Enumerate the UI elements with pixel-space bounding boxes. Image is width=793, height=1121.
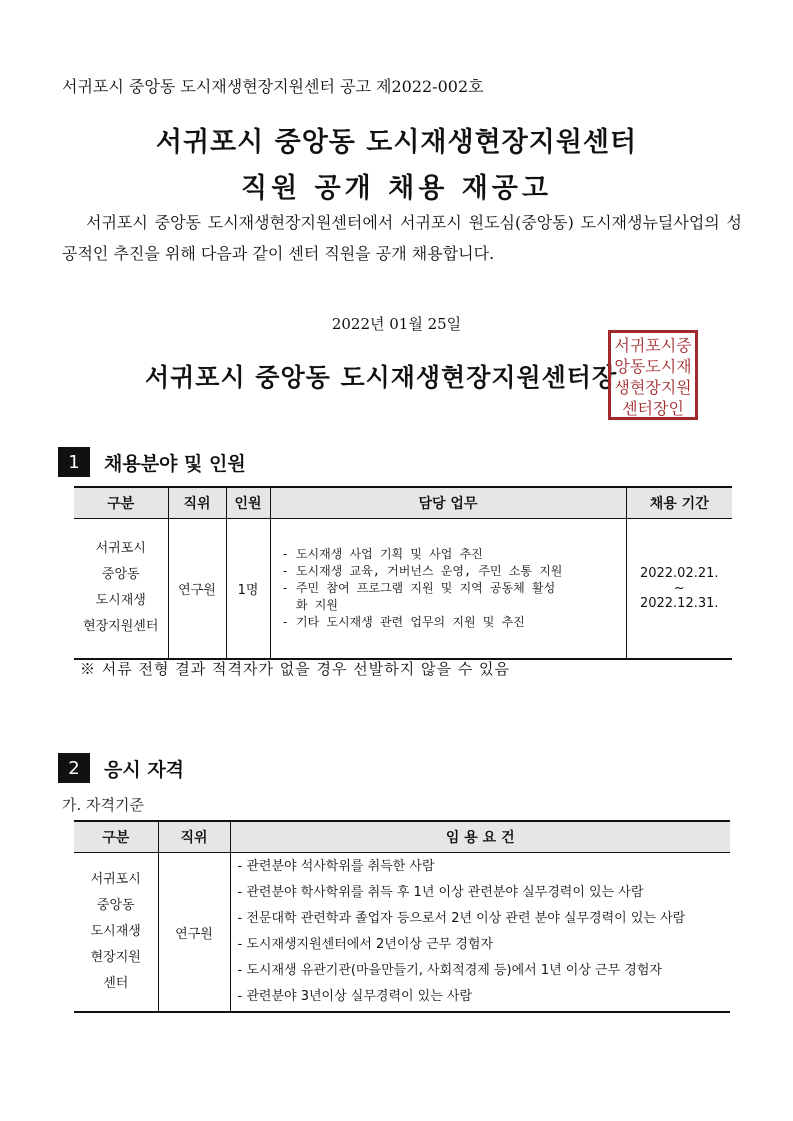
intro-paragraph: 서귀포시 중앙동 도시재생현장지원센터에서 서귀포시 원도심(중앙동) 도시재생뉴딜사업의 성공적인 추진을 위해 다음과 같이 센터 직원을 공개 채용합니다. — [62, 213, 742, 263]
position-cell: 연구원 — [158, 853, 230, 1013]
count-cell: 1명 — [226, 519, 270, 659]
division-cell: 서귀포시 중앙동 도시재생 현장지원센터 — [74, 519, 168, 659]
col-duties: 담당 업무 — [270, 487, 626, 519]
list-item: - 관련분야 3년이상 실무경력이 있는 사람 — [237, 989, 473, 1004]
list-item: - 도시재생 사업 기획 및 사업 추진 — [281, 546, 483, 561]
table-row — [74, 519, 732, 659]
col-count: 인원 — [226, 487, 270, 519]
notice-number: 서귀포시 중앙동 도시재생현장지원센터 공고 제2022-002호 — [62, 77, 484, 96]
official-seal: 서귀포시중앙동도시재생현장지원센터장인 — [608, 330, 698, 420]
col-requirements: 임 용 요 건 — [230, 821, 730, 853]
qualification-subheading: 가. 자격기준 — [62, 796, 144, 814]
list-item: - 전문대학 관련학과 졸업자 등으로서 2년 이상 관련 분야 실무경력이 있는 사람 — [237, 911, 686, 926]
division-cell: 서귀포시 중앙동 도시재생 현장지원 센터 — [74, 853, 158, 1013]
list-item: - 주민 참여 프로그램 지원 및 지역 공동체 활성 — [281, 580, 556, 595]
section-1-header — [58, 447, 246, 477]
page-title: 서귀포시 중앙동 도시재생현장지원센터 — [155, 127, 638, 158]
list-item: - 관련분야 학사학위를 취득 후 1년 이상 관련분야 실무경력이 있는 사람 — [237, 885, 644, 900]
col-position: 직위 — [158, 821, 230, 853]
col-position: 직위 — [168, 487, 226, 519]
table-row — [74, 853, 730, 1013]
issuer-name: 서귀포시 중앙동 도시재생현장지원센터장 — [145, 363, 618, 392]
qualification-table — [74, 820, 730, 1013]
page-subtitle: 직원 공개 채용 재공고 — [241, 173, 552, 204]
list-item: - 도시재생지원센터에서 2년이상 근무 경험자 — [237, 937, 494, 952]
col-division: 구분 — [74, 487, 168, 519]
duties-cell — [270, 519, 626, 659]
list-item: - 도시재생 교육, 거버넌스 운영, 주민 소통 지원 — [281, 563, 563, 578]
section-2-number: 2 — [58, 753, 90, 783]
recruitment-table — [74, 486, 732, 660]
col-division: 구분 — [74, 821, 158, 853]
position-cell: 연구원 — [168, 519, 226, 659]
section-1-title: 채용분야 및 인원 — [104, 452, 246, 475]
list-item: - 도시재생 유관기관(마을만들기, 사회적경제 등)에서 1년 이상 근무 경험자 — [237, 963, 662, 978]
section-2-title: 응시 자격 — [104, 758, 185, 781]
period-cell: 2022.02.21. ~ 2022.12.31. — [626, 519, 732, 659]
section-1-number: 1 — [58, 447, 90, 477]
section-2-header — [58, 753, 184, 783]
list-item: 화 지원 — [281, 597, 338, 612]
notice-date: 2022년 01월 25일 — [331, 315, 462, 333]
requirements-cell — [230, 853, 730, 1013]
col-period: 채용 기간 — [626, 487, 732, 519]
list-item: - 관련분야 석사학위를 취득한 사람 — [237, 859, 435, 874]
list-item: - 기타 도시재생 관련 업무의 지원 및 추진 — [281, 614, 525, 629]
selection-note: ※ 서류 전형 결과 적격자가 없을 경우 선발하지 않을 수 있음 — [80, 660, 510, 678]
